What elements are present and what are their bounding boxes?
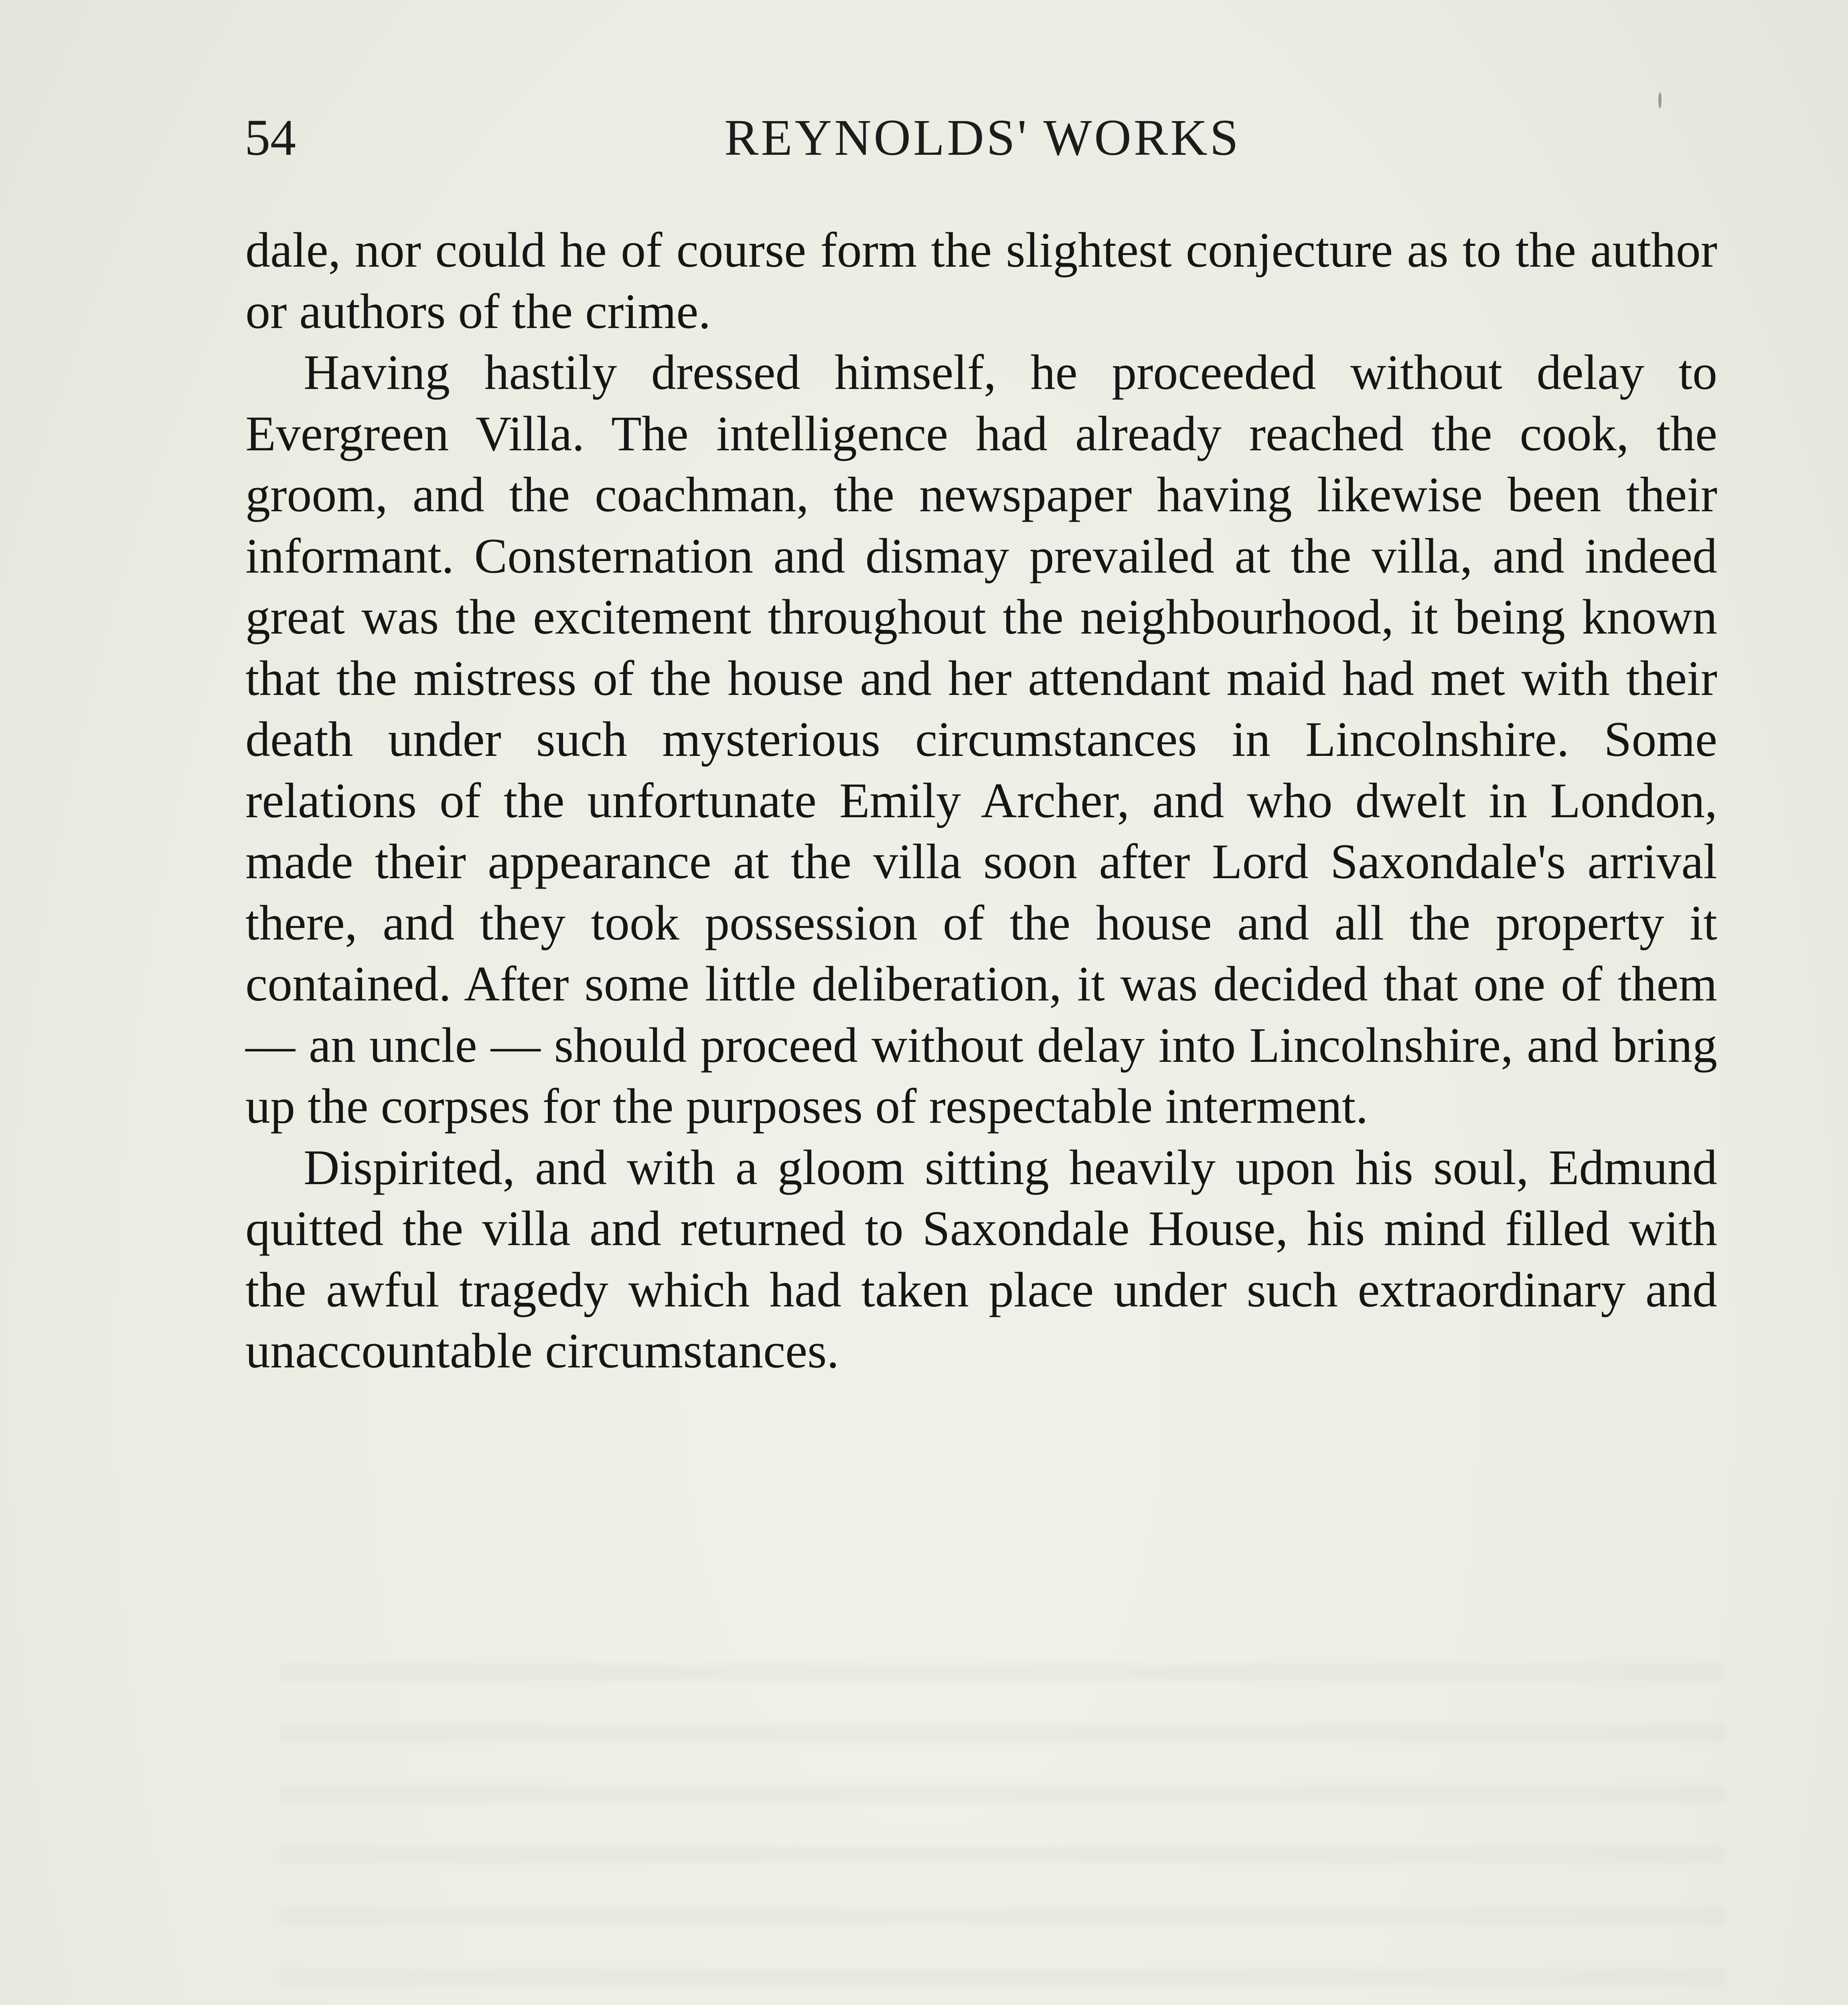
paragraph-1: dale, nor could he of course form the slightest conjecture as to the author or authors of the crime. [245,223,1717,339]
running-head: REYNOLDS' WORKS [724,109,1241,166]
paragraph-3: Dispirited, and with a gloom sitting heavily upon his soul, Edmund quitted the villa and returned to Saxondale House, his mind filled with the awful tragedy which had taken place under such extraordinary and unaccountable circumstances. [245,1140,1717,1378]
show-through-text [281,1664,1724,2005]
page-number: 54 [245,109,296,166]
body-text [245,220,1717,1382]
ink-speck [1658,92,1662,108]
page-header [245,108,1720,188]
paragraph-2: Having hastily dressed himself, he proceeded without delay to Evergreen Villa. The intelligence had already reached the cook, the groom, and the coachman, the newspaper having likewise been their informant. Consternation and dismay prevailed at the villa, and indeed great was the excitement throughout the neighbourhood, it being known that the mistress of the house and her attendant maid had met with their death under such mysterious circumstances in Lincolnshire. Some relations of the unfortunate Emily Archer, and who dwelt in London, made their appearance at the villa soon after Lord Saxondale's arrival there, and they took possession of the house and all the property it contained. After some little deliberation, it was decided that one of them — an uncle — should proceed without delay into Lincolnshire, and bring up the corpses for the purposes of respectable interment. [245,345,1717,1134]
